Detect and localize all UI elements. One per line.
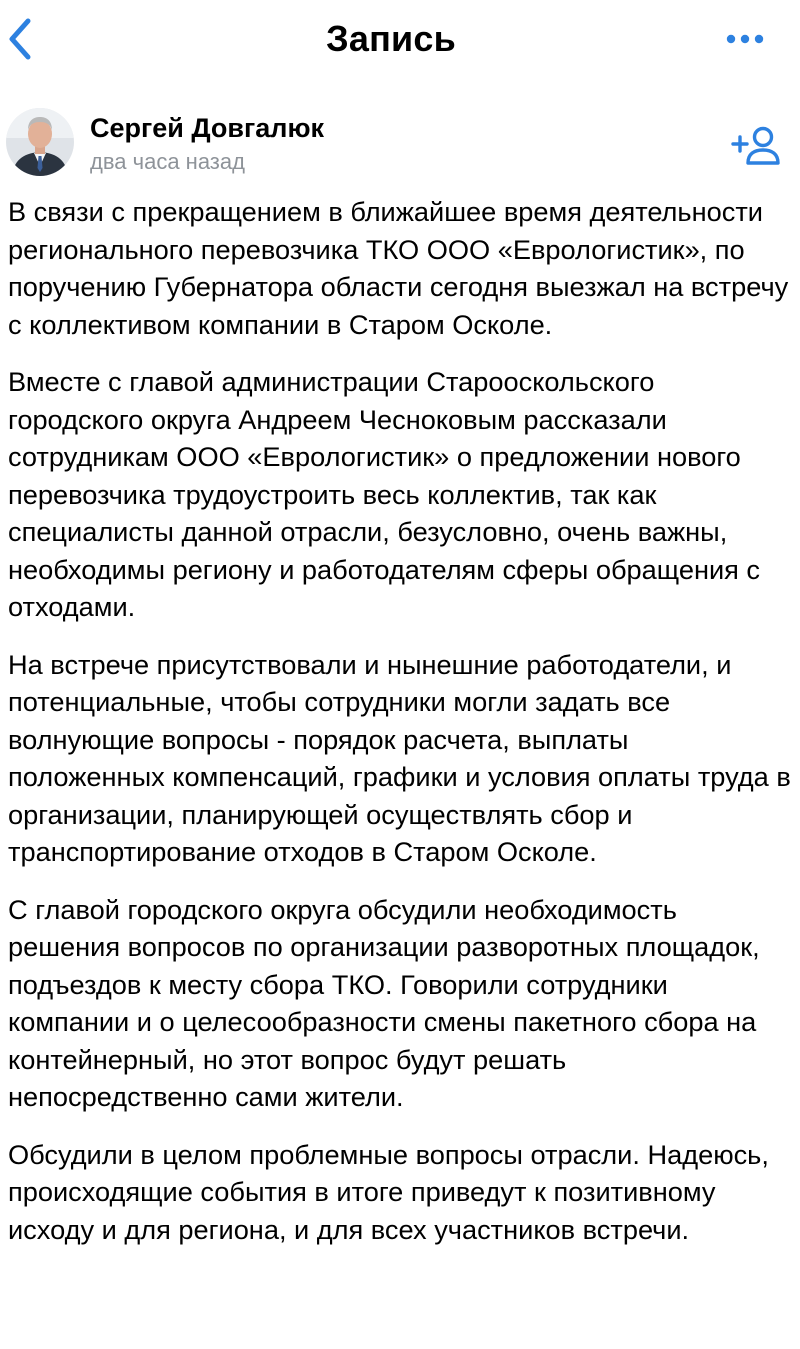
post-paragraph-1: В связи с прекращением в ближайшее время деятельности регионального перевозчика ТКО ООО «Еврологистик», по поручению Губернатора области сегодня выезжал на встречу с коллективом компании в Старом Осколе. bbox=[8, 196, 789, 340]
post-paragraph-5: Обсудили в целом проблемные вопросы отрасли. Надеюсь, происходящие события в итоге приведут к позитивному исходу и для региона, и для всех участников встречи. bbox=[8, 1138, 769, 1245]
avatar[interactable] bbox=[6, 108, 74, 176]
add-friend-button[interactable] bbox=[728, 124, 784, 168]
page-title: Запись bbox=[326, 18, 456, 59]
more-horizontal-icon bbox=[725, 33, 765, 45]
post-paragraph-4: С главой городского округа обсудили необходимость решения вопросов по организации разворотных площадок, подъездов к месту сбора ТКО. Говорили сотрудники компании и о целесообразности смены пакетного сбора на контейнерный, но этот вопрос будут решать непосредственно сами жители. bbox=[8, 893, 760, 1112]
post-timestamp: два часа назад bbox=[90, 149, 245, 174]
post-text bbox=[8, 193, 792, 1268]
more-options-button[interactable] bbox=[718, 22, 772, 56]
post-paragraph-3: На встрече присутствовали и нынешние работодатели, и потенциальные, чтобы сотрудники могли задать все волнующие вопросы - порядок расчета, выплаты положенных компенсаций, графики и условия оплаты труда в организации, планирующей осуществлять сбор и транспортирование отходов в Старом Осколе. bbox=[8, 648, 791, 867]
post-paragraph-2: Вместе с главой администрации Старооскольского городского округа Андреем Чесноковым рассказали сотрудникам ООО «Еврологистик» о предложении нового перевозчика трудоустроить весь коллектив, так как специалисты данной отрасли, безусловно, очень важны, необходимы региону и работодателям сферы обращения с отходами. bbox=[8, 366, 761, 622]
author-name[interactable]: Сергей Довгалюк bbox=[90, 113, 325, 143]
post-author-row bbox=[0, 100, 800, 190]
add-friend-icon bbox=[731, 126, 781, 166]
top-bar bbox=[0, 0, 800, 82]
